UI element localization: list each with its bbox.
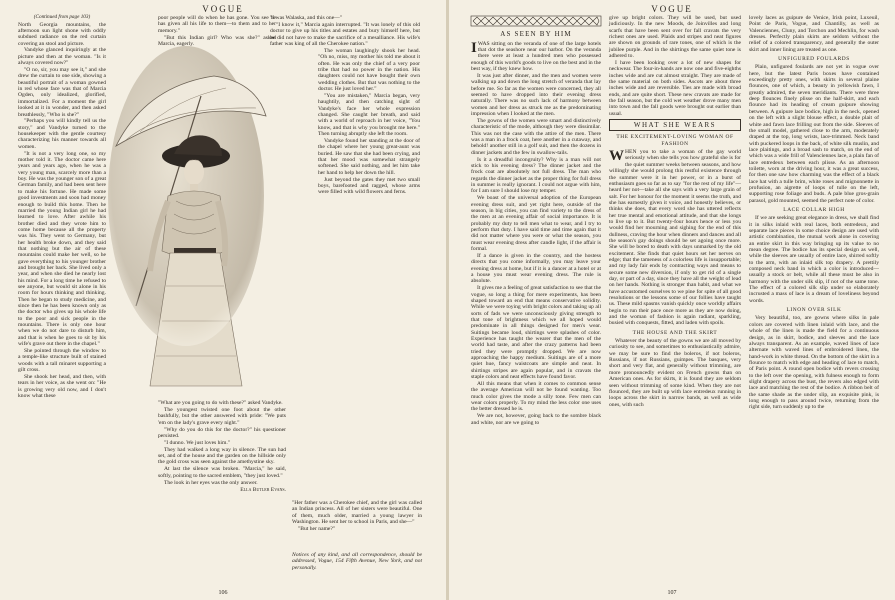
paragraph: They had walked a long way in silence. The sun had set, and of the house and the garden on the hillside only the gold cross was seen against the amethystine sky. bbox=[158, 446, 286, 466]
paragraph: North Georgia mountains, the afternoon sun light shone with oddly subdued radiance on the red curtain covering an stool and picture. bbox=[18, 21, 106, 47]
editor-note-block bbox=[292, 552, 422, 574]
paragraph: WAS sitting on the veranda of one of the large hotels that dot the seashore near our harbor. On the veranda there were at least a hundred men who possessed enough of this world's goods to live on the best and in the best way, if they knew how. bbox=[471, 40, 601, 73]
paragraph: She pointed through the window to a temple-like structure built of stained woods with a tall minaret supporting a gilt cross. bbox=[18, 348, 106, 374]
running-head-right: VOGUE bbox=[651, 4, 693, 14]
paragraph: "I was Walaska, and this one—" bbox=[270, 15, 343, 21]
paragraph: Whatever the beauty of the gowns we are all moved by curiosity to see, and sometimes to enthusiastically admire, we may be sure to find the boleros, if not boleros, Russians, if not Russians, guimpes. The basques, very short and very flat, and generally without trimming, are more pronouncedly evident on French gowns than on American ones. As for skirts, it is found they are seldom seen without trimming of some kind. When they are not flounced, they are built up with lace entredeux running in loops across the skirt in narrow bands, as well as wide ones, with such bbox=[609, 338, 741, 408]
paragraph: give up bright colors. They will be used, but used judiciously. In the new Moods, de Joinvilles and long scarfs that have been sent over for fall cravats the very richest ones are used. Plaids and stripes and neat figures are shown on grounds of rare tones, one of which is the jubilee purple. And in the shirtings the same quiet tone is adhered to. bbox=[609, 15, 741, 60]
parasol-woman-illustration bbox=[106, 36, 268, 398]
subheading: LINON OVER SILK bbox=[786, 307, 842, 314]
paragraph: "Perhaps you will kindly tell us the story," and Vandyke turned to the housekeeper with the gentle courtesy characterizing his manner towards all women. bbox=[18, 118, 106, 150]
drop-cap: I bbox=[471, 39, 477, 56]
continued-label: (Continued from page 103) bbox=[33, 14, 91, 20]
paragraph: We boast of the universal adoption of the European evening dress suit, and yet right here, outside of the season, in big cities, you can find variety to the dress of the men at an evening affair of social importance. It is probably my duty to tell men what to wear, and I try to perform that duty. I have said time and time again that it did not matter where you were or what the season, you must wear evening dress after candle light, if the affair is formal. bbox=[471, 195, 601, 253]
paragraph: "Why do you do this for the doctor?" his questioner persisted. bbox=[158, 426, 286, 439]
paragraph: "It is not a very long one, so my mother told it. The doctor came here years and years ago, when he was a very young man, scarcely more than a boy. He was the younger son of a great German family, and had been sent here to make his fortune. He made some good investments and soon had money enough to build this home. Then he married the young Indian girl he had learned to love. After awhile his brother died and they wrote him to come home because all the property was his. They went to Germany, but her health broke down, and they said that nothing but the air of these mountains could make her well, so he gave everything to his younger brother and brought her back. She lived only a year, and when she died he nearly lost his mind. For a long time he refused to see anyone, but would sit alone in his room for hours thinking and thinking. Then he began to study medicine, and since then he has been known only as the doctor who gives up his whole life to the poor and sick people in the mountains. There is only one hour when we do not dare to disturb him, and that is when he goes to sit by his wife's grave out there in the chapel." bbox=[18, 150, 106, 348]
paragraph: "O no, sir, you may see it," and she drew the curtain to one side, showing a beautiful portrait of a woman gowned in red whose face was that of Marcia Ogden, only idealized, glorified, immortalized. For a moment the girl looked at it in wonder, and then asked breathlessly, "Who is she?" bbox=[18, 67, 106, 118]
paragraph: Is it a dreadful incongruity? Why is a man will not stick to his evening dress? The dinner jacket and the frock coat are absolutely not full dress. The man who regards the dinner jacket as the proper thing for full dress in summer is really ignorant. I could not argue with him, for I am sure I should lose my temper. bbox=[471, 156, 601, 195]
paragraph: "I dunno. We just loves him." bbox=[164, 439, 231, 446]
left-page bbox=[0, 0, 446, 600]
folio-right: 107 bbox=[667, 590, 677, 596]
paragraph: All this means that when it comes to common sense the average American will not be found wanting. Too much color gives the mode a silly tone. Few men can wear colors properly. To my mind the less color one uses the better dressed he is. bbox=[471, 381, 601, 413]
right-column-1 bbox=[471, 15, 601, 585]
editor-note: Notices of any kind, and all correspondence, should be addressed, Vogue, 154 Fifth Avenue, New York, and not personally. bbox=[292, 552, 422, 571]
paragraph: The youngest twisted one foot about the other bashfully, but the other answered with pride: "We puts 'em on the lady's grave every night." bbox=[158, 406, 286, 426]
paragraph: "What are you going to do with these?" asked Vandyke. bbox=[158, 400, 283, 406]
right-column-3 bbox=[749, 15, 879, 585]
running-head-left: VOGUE bbox=[202, 4, 244, 14]
paragraph: "Her father was a Cherokee chief, and the girl was called an Indian princess. All of her sisters were beautiful. One of them, much older, married a young lawyer in Washington. He sent her to school in Paris, and she—" bbox=[292, 500, 422, 526]
paragraph: "But her name?" bbox=[298, 525, 336, 532]
paragraph: If a dance is given in the country, and the hostess directs that you come informally, you may leave your evening dress at home, but if it is a dancer at a hotel or at a house you must wear evening dress. The rule is absolute. bbox=[471, 253, 601, 285]
what-she-wears-title: WHAT SHE WEARS bbox=[633, 121, 717, 130]
subheading: LACE COLLAR HIGH bbox=[783, 206, 845, 213]
paragraph: She shook her head, and then, with tears in her voice, as she went on: "He is growing very old now, and I don't know what these bbox=[18, 373, 106, 399]
folio-left: 106 bbox=[218, 590, 228, 596]
paragraph: The woman laughingly shook her head. "Oh no, miss, my mother his told me about it often. He was only the chief of a very poor tribe that had no power in the nation. His daughters could not have bought their own wedding clothes. But that was nothing to the doctor. He just loved her." bbox=[318, 47, 420, 92]
paragraph: It gives me a feeling of great satisfaction to see that the vogue, so long a thing for mere experiments, has been shaped toward an end that means conservative solidity. While we were toying with bright colors and taking up all sorts of fads we were unconsciously giving strength to that tone of brightness which we all hoped would predominate in all things designed for men's wear. Suitings became loud, shirtings were splashes of color. Experience has taught the wearer that the men of the world had taste, and after the crazy patterns had been tried they were promptly dropped. We are now approaching the happy medium. Suitings are of a more quiet hue, fancy waistcoats are simple and neat. In shirtings stripes are again popular, and in cravats the staple colors and neat effects have found favor. bbox=[471, 285, 601, 381]
paragraph: The look in her eyes was the only answer. bbox=[164, 479, 258, 486]
paragraph: "But this Indian girl? Who was she?" asked Marcia, eagerly. bbox=[158, 34, 276, 47]
right-page bbox=[449, 0, 895, 600]
paragraph: I have been looking over a lot of new shapes for neckwear. The four-in-hands are now one and five-eighths inches wide and are cut almost straight. They are made of the same material on both sides. Ascots are about three inches wide and are reversible. Ties are made with broad ends, and are quite short. These new cravats are made for the fall season, but the cold wet weather drove many men into town and the fall goods were brought out earlier than usual. bbox=[609, 60, 741, 117]
what-she-wears-heading bbox=[609, 119, 741, 131]
paragraph: HEN you to take a woman of the gay world seriously when she tells you how grateful she is for the quiet summer weeks between seasons, and how willingly she would prolong this restful existence through the summer were it in her power, or in a burst of enthusiasm goes so far as to say "for the rest of my life"—heard her not—take all she says with a very large grain of salt. For her honour for the moment it seems the truth, and she has earnestly given it voice, and honestly believes, or thinks she does, that every word she has uttered reflects her true mental and emotional attitude, and that she longs to live up to it. But twenty-four hours hence or less you would find her mourning and sighing for the end of this dullness, craving the hour when dinners and dances and all the season's gay doings should be set agoing once more. She will be bored to death with days unmarked by the old excitement. She finds that quiet hours set her nerves on edge; that the tameness of a colorless life is insupportable; and my lady fair ends by contracting ways and means to secure some new diversion, if only to get rid of a single day, or part of a day, since they have all the weight of lead on her hands. Nothing is stronger than habit, and what we have accustomed ourselves to we pine for spite of all good resolutions or the lessons some of our follies have taught us. These mild spasms vanish quickly once worldly affairs begin to run their pace once more as they are now doing, and the woman of fashion is again radiant, sparkling, busied with conquests, fitted, and laden with spoils. bbox=[609, 149, 741, 327]
portrait-vignette-icon bbox=[106, 36, 268, 398]
paragraph: Just beyond the gates they met two small boys, barefooted and ragged, whose arms were filled with wild flowers and ferns. bbox=[318, 176, 420, 196]
drop-cap: W bbox=[609, 148, 624, 165]
ornament-border-icon bbox=[471, 15, 601, 27]
paragraph: Vandyke glanced inquiringly at the picture and then at the woman. "Is it always covered now?" bbox=[18, 47, 106, 67]
paragraph: Vandyke found her standing at the door of the chapel where her young great-aunt was buried. He saw that she had been crying, and that her mood was somewhat strangely softened. She said nothing, and let him take her hand to help her down the hill. bbox=[318, 137, 420, 176]
paragraph: We are not, however, going back to the sombre black and white, nor are we going to bbox=[471, 413, 601, 426]
paragraph: At last the silence was broken. "Marcia," he said, softly, pointing to the sacred emblem, "they just loved." bbox=[158, 466, 286, 479]
subheading: THE HOUSE AND THE SKIRT bbox=[632, 329, 718, 336]
paragraph: Very beautiful, too, are gowns where silks in pale colors are covered with linen inlaid with lace, and the whole of the linen is made the field for a continuous design, as in skirt, bodice, and sleeves and the lace always transparent. As an example, waved lines of lace alternate with waved lines of embroidered linen, the hand-work in white thread. On the bottom of the skirt in a flounce to match with edge and heading of lace to match, of Paris point. A round open bodice with revers crossing to the left over the opening, with fulness enough to form slight drapery across the bust, the revers also edged with lace and matching the rest of the bodice. A ribbon belt of the same shade as the under slip, an exquisite pink, is long enough to pass around twice, returning from the right side, turn suddenly up to the bbox=[749, 315, 879, 411]
paragraph: It was just after dinner, and the men and women were walking up and down the long stretch of veranda that lay before me. So far as the women were concerned, they all seemed to have dropped into their evening dress naturally. There was no such lack of harmony between women and her dress as struck me as the predominating impression when I looked at the men. bbox=[471, 73, 601, 118]
left-column-1 bbox=[18, 15, 106, 485]
paragraph: Plain, unfigured foulards are not yet in vogue over here, but the latest Paris boxes have contained exceedingly pretty ones, with skirts in several plaine flounces, one of which, a beauty in yellowish fawn, I greatly admired, the seven meridiants. There were three deep flounces finely plisse on the half-skirt, and each flounce had its heading of cream guipure showing between. A guipure lace bodice, high in the neck, opened on the left with a slight blouse effect, a double plait of white and fawn lace frilling out from the side. Sleeves of the small model, gathered close to the arm, moderately draped at the top, long wrists, lace-trimmed. Neck band with puckered loops in the back, of white silk muslin, and lace plaitings, and a broad sash to match, on the end of which was a wide frill of Valenciennes lace, a plain fan of lace entredeux between each plisse. As an afternoon toilette, worn at the driving hour, it was a great success, for then one saw how charming was the effect of a black lace hat with a tulle brim, white roses and mignonnette in profusion, an aigrette of loops of tulle on the left, supporting rose foliage and buds. A pale blue gros-grain parasol, gold mounted, seemed the perfect note of color. bbox=[749, 64, 879, 204]
right-column-2 bbox=[609, 15, 741, 585]
paragraph: If we are seeking great elegance in dress, we shall find it in silks inlaid with real laces, both entredeux, and separate lace pieces in some choice design are used with artistic combination, the mutual work alone in covering an entire skirt in this way bringing up its value to no mean degree. The bodice has its special design as well, while the sleeves are usually of entire lace, shirred softly to the arm, with an inlaid silk top drapery. A prettily composed neck band in which a color is introduced—usually a stock or belt, while all these must be also in harmony with the under silk slip, if not of the same tone. The effect of a colored silk slip under so elaborately incrusted a mass of lace is a dream of loveliness beyond words. bbox=[749, 215, 879, 304]
paragraph: poor people will do when he has gone. You see he has given all his life to them—to them and to her memory." bbox=[158, 15, 276, 34]
paragraph: The gowns of the women were smart and distinctively characteristic of the mode, although they were dissimilar. This was not the case with the attire of the men. There was a man in a frock coat, here another in a cutaway, and behold! another still in a golf suit, and then the dozens in dinner jackets and the few in swallow-tails. bbox=[471, 118, 601, 156]
left-column-2-bottom bbox=[158, 400, 286, 570]
as-seen-by-him-heading: AS SEEN BY HIM bbox=[500, 30, 572, 39]
left-column-3 bbox=[270, 15, 420, 395]
subheading: UNFIGURED FOULARDS bbox=[778, 56, 850, 63]
paragraph: "You are mistaken," Marcia began, very haughtily, and then catching sight of Vandyke's face her whole expression changed. She caught her breath, and said with a world of reproach in her voice, "You know, and that is why you brought me here." Then turning abruptly she left the room. bbox=[318, 92, 420, 137]
signature: Ella Butler Evans. bbox=[240, 486, 286, 493]
paragraph: lovely laces as guipure de Venice, Irish point, Luxeuil, Point de Paris, Vogue, and Chantilly, as well as Valenciennes, Cluny, and Torchon and Mechlin, for wash dresses. Perfectly plain skirts are seldom without the relief of a colored transparency, and generally the outer skirt and inner lining are treated as one. bbox=[749, 15, 879, 53]
paragraph: "I know it," Marcia again interrupted. "It was lonely of this old doctor to give up his titles and estates and bury himself here, but he did not have to make the sacrifice of a mesalliance. His wife's father was king of all the Cherokee nation." bbox=[270, 21, 420, 47]
subheading: THE EXCITEMENT-LOVING WOMAN OF FASHION bbox=[616, 134, 734, 147]
left-column-2-top bbox=[158, 15, 276, 47]
